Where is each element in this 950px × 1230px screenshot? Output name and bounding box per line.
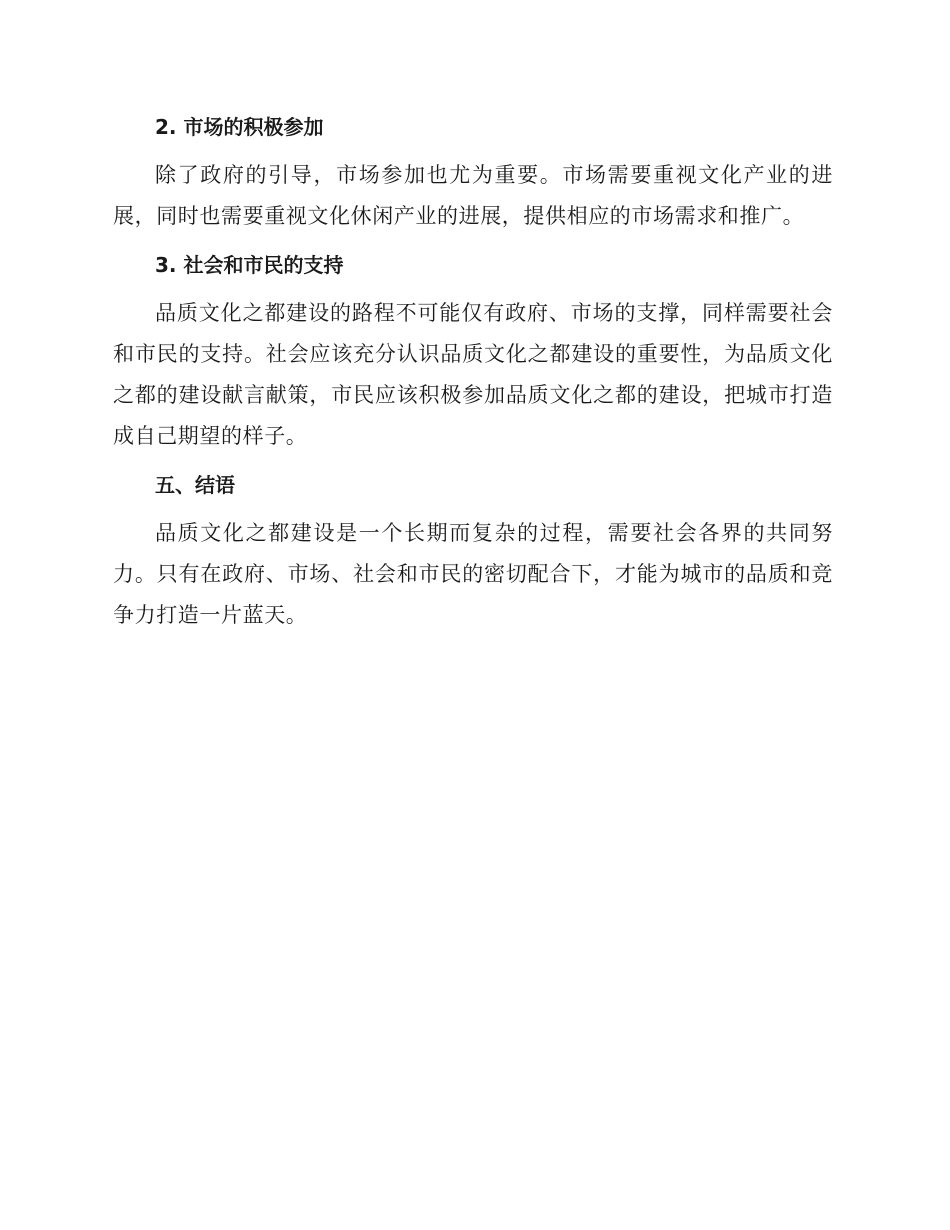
section-paragraph-market-participation: 除了政府的引导，市场参加也尤为重要。市场需要重视文化产业的进展，同时也需要重视文化休闲产业的进展，提供相应的市场需求和推广。: [113, 163, 833, 228]
document-body: [113, 109, 833, 636]
section-paragraph-public-support: 品质文化之都建设的路程不可能仅有政府、市场的支撑，同样需要社会和市民的支持。社会应该充分认识品质文化之都建设的重要性，为品质文化之都的建设献言献策，市民应该积极参加品质文化之都的建设，把城市打造成自己期望的样子。: [113, 301, 833, 448]
section-heading-public-support: 3. 社会和市民的支持: [155, 253, 344, 277]
section-heading-conclusion: 五、结语: [155, 473, 235, 497]
section-paragraph-conclusion: 品质文化之都建设是一个长期而复杂的过程，需要社会各界的共同努力。只有在政府、市场、社会和市民的密切配合下，才能为城市的品质和竞争力打造一片蓝天。: [113, 521, 833, 627]
section-heading-market-participation: 2. 市场的积极参加: [155, 115, 324, 139]
